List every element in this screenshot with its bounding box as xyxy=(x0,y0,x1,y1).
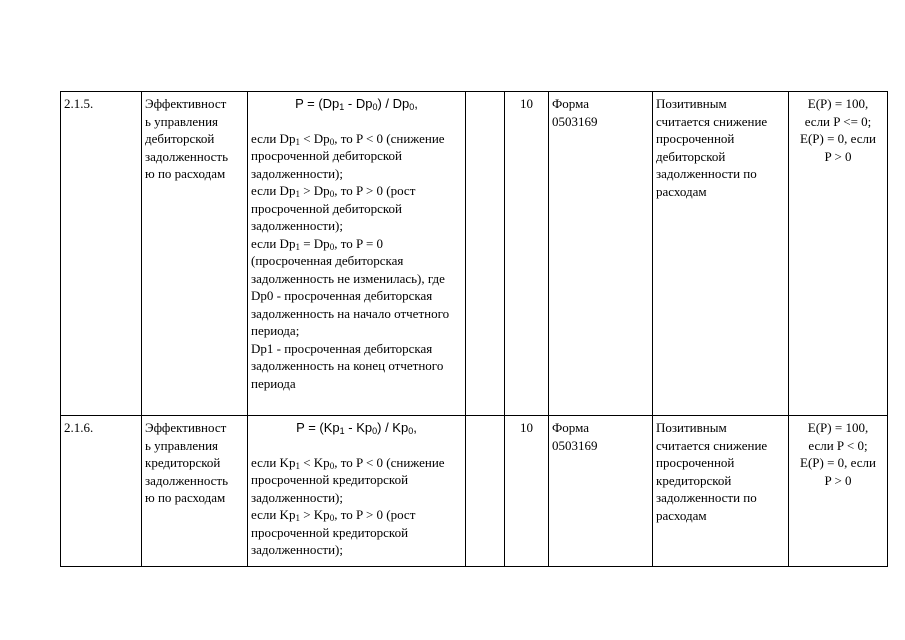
description: Позитивным считается снижение просроченной кредиторской задолженности по расходам xyxy=(653,416,789,567)
score: 10 xyxy=(505,92,549,416)
table-row xyxy=(61,92,888,416)
table-row xyxy=(61,416,888,567)
indicator-name: Эффективност ь управления кредиторской задолженность ю по расходам xyxy=(142,416,248,567)
indicators-table xyxy=(60,91,888,567)
condition: если $Dp_1 < Dp_0$, то P < 0 (снижение просроченной дебиторской задолженности); xyxy=(251,130,445,181)
data-source: Форма 0503169 xyxy=(549,92,653,416)
score: 10 xyxy=(505,416,549,567)
evaluation: E(P) = 100, если P < 0; E(P) = 0, если P > 0 xyxy=(789,416,888,567)
definition: Dp0 - просроченная дебиторская задолженность на начало отчетного периода; xyxy=(251,288,450,338)
condition: если $Kp_1 < Kp_0$, то P < 0 (снижение просроченной кредиторской задолженности); xyxy=(251,454,445,505)
item-number: 2.1.6. xyxy=(61,416,142,567)
formula: $P = (Kp_1 - Kp_0) / Kp_0$, xyxy=(296,420,417,436)
description: Позитивным считается снижение просроченной дебиторской задолженности по расходам xyxy=(653,92,789,416)
item-number: 2.1.5. xyxy=(61,92,142,416)
empty-cell xyxy=(466,416,505,567)
condition: если $Dp_1 = Dp_0$, то P = 0 (просроченная дебиторская задолженность не изменилась), где xyxy=(251,235,445,286)
empty-cell xyxy=(466,92,505,416)
formula: $P = (Dp_1 - Dp_0) / Dp_0$, xyxy=(295,96,418,112)
definition: Dp1 - просроченная дебиторская задолженность на конец отчетного периода xyxy=(251,340,444,391)
indicator-name: Эффективност ь управления дебиторской задолженность ю по расходам xyxy=(142,92,248,416)
formula-cell xyxy=(248,92,466,416)
data-source: Форма 0503169 xyxy=(549,416,653,567)
evaluation: E(P) = 100, если P <= 0; E(P) = 0, если P > 0 xyxy=(789,92,888,416)
condition: если $Dp_1 > Dp_0$, то P > 0 (рост просроченной дебиторской задолженности); xyxy=(251,183,416,233)
formula-cell xyxy=(248,416,466,567)
condition: если $Kp_1 > Kp_0$, то P > 0 (рост просроченной кредиторской задолженности); xyxy=(251,507,416,557)
